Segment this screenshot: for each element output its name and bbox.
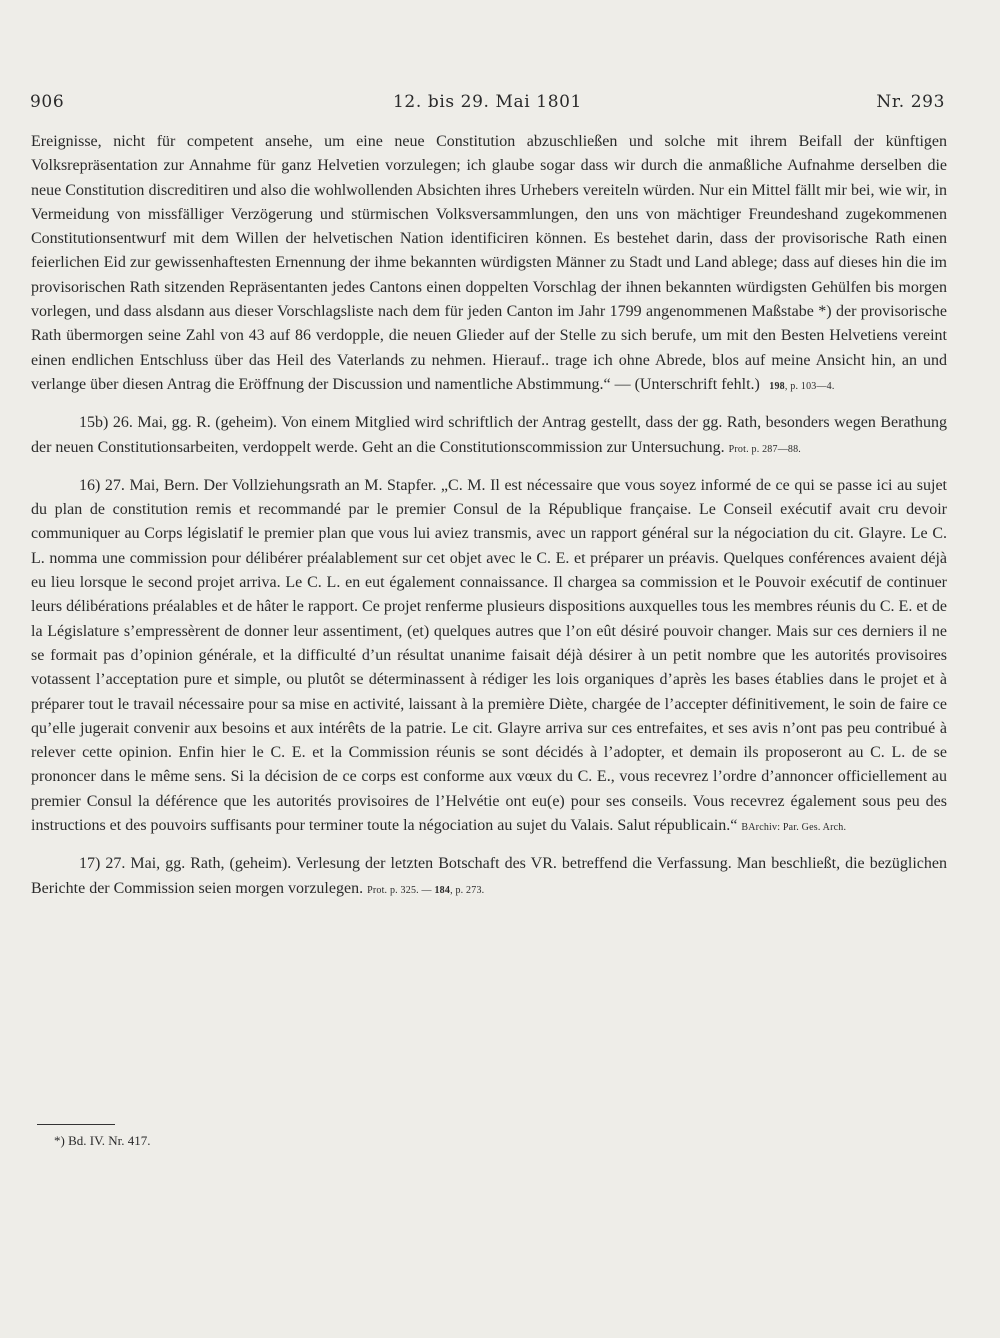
ref-protocol: Prot. p. 325. — <box>367 884 435 896</box>
body-text <box>31 130 947 903</box>
paragraph-text: Ereignisse, nicht für competent ansehe, um eine neue Constitution abzuschließen und solche mit ihrem Beifall der künftigen Volksrepräsentation zur Annahme für ganz Helvetien vorzulegen; ich glaube sogar dass wir durch die anmaßliche Aufnahme derselben die neue Constitution discreditiren und also die wohlwollenden Absichten ihres Urhebers vereiteln würden. Nur ein Mittel fällt mir bei, wie wir, in Vermeidung von missfälliger Verzögerung und stürmischen Volksversammlungen, den uns von mächtiger Freundeshand zugekommenen Constitutionsentwurf mit dem Willen der helvetischen Nation identificiren können. Es bestehet darin, dass der provisorische Rath einen feierlichen Eid zur gewissenhaftesten Ernennung der ihme bekannten würdigsten Männer zu Stadt und Land ablege; dass auf dieses hin die im provisorischen Rath sitzenden Repräsentanten jedes Cantons einen doppelten Vorschlag der ihnen bekannten würdigsten Gehülfen bis morgen vorlegen, und dass alsdann aus dieser Vorschlagsliste nach dem für jeden Canton im Jahr 1799 angenommenen Maßstabe *) der provisorische Rath übermorgen seine Zahl von 43 auf 86 verdopple, die neuen Glieder auf der Stelle zu sich berufe, um mit den Besten Helvetiens vereint einen endlichen Entschluss über das Heil des Vaterlands zu nehmen. Hierauf.. trage ich ohne Abrede, blos auf meine Ansicht hin, an und verlange über diesen Antrag die Eröffnung der Discussion und namentliche Abstimmung.“ — (Unterschrift fehlt.) <box>31 133 947 393</box>
entry-16 <box>31 474 947 840</box>
ref-volume: 184 <box>434 884 451 896</box>
footnote: *) Bd. IV. Nr. 417. <box>54 1133 151 1148</box>
ref-pages: , p. 103—4. <box>784 380 835 392</box>
entry-15b <box>31 411 947 462</box>
paragraph-text: 15b) 26. Mai, gg. R. (geheim). Von einem Mitglied wird schriftlich der Antrag gestellt, dass der gg. Rath, besonders wegen Berathung der neuen Constitutionsarbeiten, verdoppelt werde. Geht an die Constitutionscommission zur Untersuchung. <box>31 414 947 456</box>
source-reference <box>367 885 484 896</box>
ref-pages: , p. 273. <box>450 884 485 896</box>
paragraph-text: 17) 27. Mai, gg. Rath, (geheim). Verlesung der letzten Botschaft des VR. betreffend die Verfassung. Man beschließt, die bezüglichen Berichte der Commission seien morgen vorzulegen. <box>31 855 947 897</box>
ref-volume: 198 <box>769 380 785 392</box>
source-reference: BArchiv: Par. Ges. Arch. <box>741 822 847 834</box>
entry-17 <box>31 852 947 903</box>
footnote-divider <box>37 1124 115 1125</box>
paragraph-continuation <box>31 130 947 399</box>
source-reference <box>764 381 835 392</box>
paragraph-text: 16) 27. Mai, Bern. Der Vollziehungsrath an M. Stapfer. „C. M. Il est nécessaire que vous soyez informé de ce qui se passe ici au sujet du plan de constitution remis et recommandé par le premier Consul de la République française. Le Conseil exécutif avait cru devoir communiquer au Corps législatif le premier plan que vous lui aviez transmis, avec un rapport général sur la négociation du cit. Glayre. Le C. L. nomma une commission pour délibérer préalablement sur cet objet avec le C. E. et préparer un préavis. Quelques conférences avaient déjà eu lieu lorsque le second projet arriva. Le C. L. en eut également connaissance. Il chargea sa commission et le Pouvoir exécutif de continuer leurs délibérations préalables et de hâter le rapport. Ce projet renferme plusieurs dispositions auxquelles tous les membres réunis du C. E. et de la Législature s’empressèrent de donner leur assentiment, (et) quelques autres que l’on eût désiré pouvoir changer. Mais sur ces derniers il ne se formait pas d’opinion générale, et la difficulté d’un résultat unanime faisait déjà désirer à un petit nombre que les autorités provisoires votassent l’acceptation pure et simple, ou plutôt se déterminassent à rédiger les lois organiques d’après les bases établies dans le projet et à préparer tout le travail nécessaire pour sa mise en activité, laissant à la première Diète, chargée de l’accepter définitivement, le soin de faire ce qu’elle jugerait convenir aux besoins et aux intérêts de la patrie. Le cit. Glayre arriva sur ces entrefaites, et ses avis n’ont pas peu contribué à relever cette opinion. Enfin hier le C. E. et la Commission réunis se sont décidés à l’adopter, et demain ils proposeront au C. L. de se prononcer dans le même sens. Si la décision de ce corps est conforme aux vœux du C. E., vous recevrez l’ordre d’annoncer officiellement au premier Consul la déférence que les autorités provisoires de l’Helvétie ont eu(e) pour ses conseils. Vous recevrez également sous peu des instructions et des pouvoirs suffisants pour terminer toute la négociation au sujet du Valais. Salut républicain.“ <box>31 476 947 835</box>
document-number: Nr. 293 <box>876 92 945 112</box>
source-reference: Prot. p. 287—88. <box>728 443 802 455</box>
header-date-range: 12. bis 29. Mai 1801 <box>393 92 582 112</box>
page-number: 906 <box>30 92 65 112</box>
running-header <box>30 92 945 116</box>
